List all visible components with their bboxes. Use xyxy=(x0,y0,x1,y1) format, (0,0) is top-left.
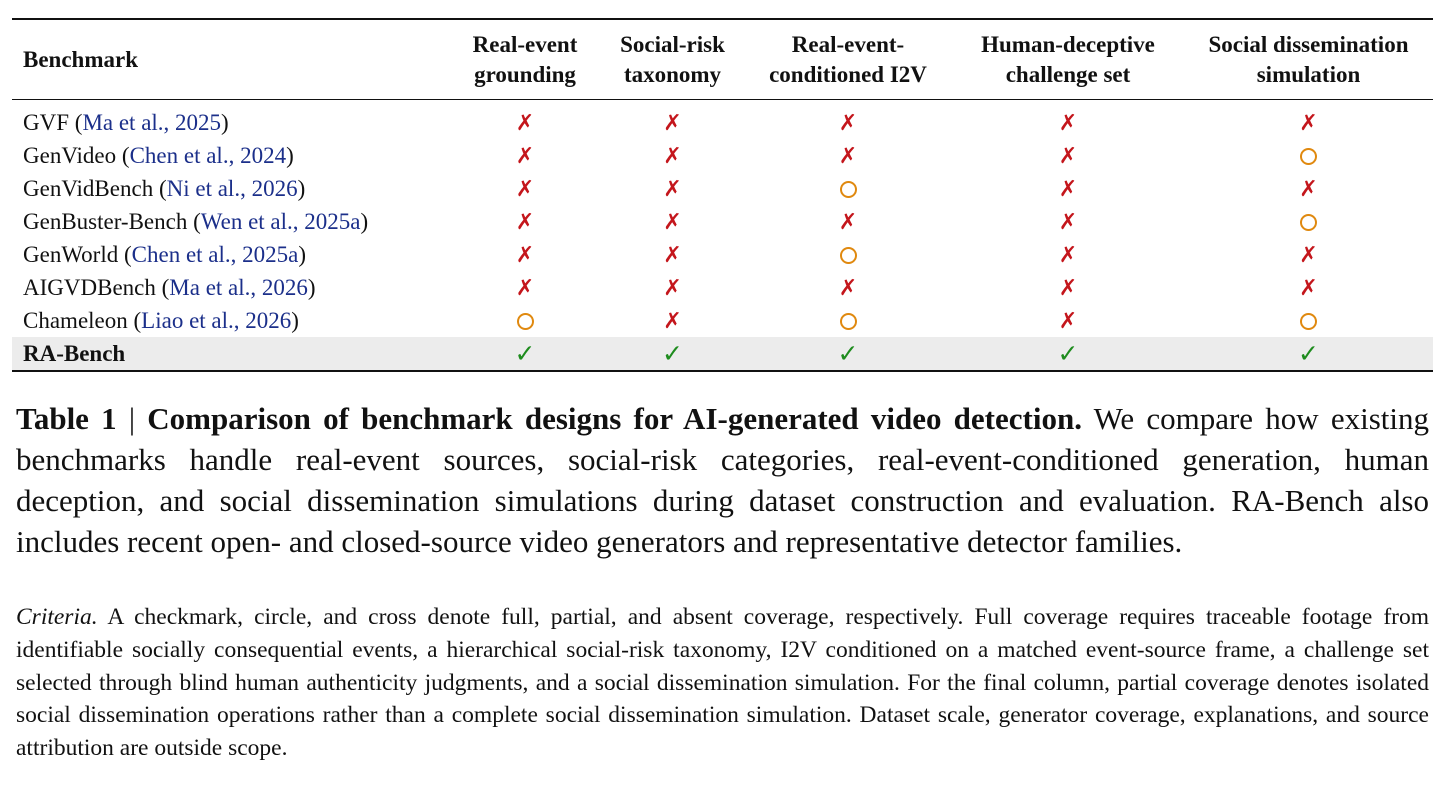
coverage-cell xyxy=(744,238,952,271)
comparison-table xyxy=(12,18,1433,372)
comparison-table-container xyxy=(12,18,1433,372)
table-body xyxy=(12,100,1433,372)
benchmark-cell xyxy=(12,172,449,205)
cross-icon: ✗ xyxy=(1058,241,1078,267)
table-row xyxy=(12,271,1433,304)
coverage-cell xyxy=(449,172,601,205)
citation-open-paren: ( xyxy=(153,175,167,201)
coverage-cell xyxy=(449,238,601,271)
citation-open-paren: ( xyxy=(127,307,142,333)
checkmark-icon: ✓ xyxy=(1057,340,1079,368)
column-header-line: Benchmark xyxy=(23,47,138,72)
column-header-line: Real-event- xyxy=(791,32,905,57)
coverage-cell xyxy=(744,100,952,140)
coverage-cell xyxy=(1184,238,1433,271)
cross-icon: ✗ xyxy=(1058,307,1078,333)
coverage-cell xyxy=(952,100,1184,140)
column-header xyxy=(449,19,601,100)
benchmark-cell xyxy=(12,337,449,371)
criteria-note xyxy=(16,601,1429,765)
partial-circle-icon xyxy=(1300,148,1317,165)
coverage-cell xyxy=(601,205,744,238)
citation-open-paren: ( xyxy=(69,109,83,135)
partial-circle-icon xyxy=(840,247,857,264)
column-header xyxy=(12,19,449,100)
citation-close-paren: ) xyxy=(291,307,299,333)
benchmark-cell xyxy=(12,205,449,238)
cross-icon: ✗ xyxy=(663,241,682,267)
coverage-cell xyxy=(744,337,952,371)
citation-open-paren: ( xyxy=(118,241,132,267)
table-row xyxy=(12,304,1433,337)
cross-icon: ✗ xyxy=(663,307,682,333)
cross-icon: ✗ xyxy=(663,175,682,201)
column-header-line: Real-event xyxy=(472,32,578,57)
coverage-cell xyxy=(744,304,952,337)
coverage-cell xyxy=(449,100,601,140)
checkmark-icon: ✓ xyxy=(1298,340,1319,368)
coverage-cell xyxy=(449,139,601,172)
table-row xyxy=(12,100,1433,140)
benchmark-name: GenBuster-Bench xyxy=(23,208,188,234)
benchmark-name: RA-Bench xyxy=(23,340,126,366)
citation-open-paren: ( xyxy=(187,208,201,234)
column-header-line: Human-deceptive xyxy=(981,32,1155,57)
citation-link[interactable]: Ma et al., 2026 xyxy=(169,274,308,300)
partial-circle-icon xyxy=(840,313,857,330)
cross-icon: ✗ xyxy=(838,208,858,234)
coverage-cell xyxy=(952,238,1184,271)
coverage-cell xyxy=(952,172,1184,205)
coverage-cell xyxy=(601,172,744,205)
coverage-cell xyxy=(601,337,744,371)
checkmark-icon: ✓ xyxy=(662,340,683,368)
citation-close-paren: ) xyxy=(286,142,294,168)
coverage-cell xyxy=(952,271,1184,304)
coverage-cell xyxy=(601,271,744,304)
table-row xyxy=(12,337,1433,371)
cross-icon: ✗ xyxy=(663,274,682,300)
column-header-line: taxonomy xyxy=(623,62,722,87)
coverage-cell xyxy=(744,271,952,304)
criteria-body: A checkmark, circle, and cross denote full, partial, and absent coverage, respectively. Full coverage requires traceable footage from identifiable socially consequential events, a hierarchical social-risk taxonomy, I2V conditioned on a matched event-source frame, a challenge set selected through blind human authenticity judgments, and a social dissemination simulation. For the final column, partial coverage denotes isolated social dissemination operations rather than a complete social dissemination simulation. Dataset scale, generator coverage, explanations, and source attribution are outside scope. xyxy=(16,604,1429,762)
coverage-cell xyxy=(1184,271,1433,304)
benchmark-name: Chameleon xyxy=(23,307,128,333)
cross-icon: ✗ xyxy=(1058,142,1078,168)
coverage-cell xyxy=(601,139,744,172)
table-row xyxy=(12,205,1433,238)
partial-circle-icon xyxy=(517,313,534,330)
cross-icon: ✗ xyxy=(515,175,535,201)
coverage-cell xyxy=(1184,304,1433,337)
coverage-cell xyxy=(449,271,601,304)
column-header-line: challenge set xyxy=(1005,62,1131,87)
citation-close-paren: ) xyxy=(297,175,306,201)
criteria-label: Criteria. xyxy=(16,604,98,630)
cross-icon: ✗ xyxy=(1299,241,1318,267)
caption-title: Comparison of benchmark designs for AI-generated video detection. xyxy=(147,401,1082,436)
coverage-cell xyxy=(952,337,1184,371)
benchmark-name: GVF xyxy=(23,109,70,135)
partial-circle-icon xyxy=(1300,214,1317,231)
cross-icon: ✗ xyxy=(1058,274,1078,300)
coverage-cell xyxy=(449,304,601,337)
benchmark-cell xyxy=(12,304,449,337)
benchmark-cell xyxy=(12,100,449,140)
coverage-cell xyxy=(744,139,952,172)
benchmark-cell xyxy=(12,271,449,304)
cross-icon: ✗ xyxy=(515,208,535,234)
table-header xyxy=(12,19,1433,100)
benchmark-cell xyxy=(12,238,449,271)
column-header xyxy=(744,19,952,100)
benchmark-name: GenVidBench xyxy=(23,175,154,201)
benchmark-name: GenVideo xyxy=(23,142,117,168)
citation-close-paren: ) xyxy=(307,274,316,300)
cross-icon: ✗ xyxy=(515,109,535,135)
coverage-cell xyxy=(449,205,601,238)
column-header-line: Social dissemination xyxy=(1208,32,1409,57)
table-row xyxy=(12,238,1433,271)
partial-circle-icon xyxy=(840,181,857,198)
caption-body: We compare how existing benchmarks handle real-event sources, social-risk categories, real-event-conditioned generation, human deception, and social dissemination simulations during dataset construction and evaluation. RA-Bench also includes recent open- and closed-source video generators and representative detector families. xyxy=(16,401,1429,559)
checkmark-icon: ✓ xyxy=(514,340,536,368)
cross-icon: ✗ xyxy=(1058,208,1078,234)
column-header-line: simulation xyxy=(1256,62,1361,87)
caption-separator: | xyxy=(116,401,148,436)
citation-link[interactable]: Ma et al., 2025 xyxy=(82,109,222,135)
benchmark-cell xyxy=(12,139,449,172)
cross-icon: ✗ xyxy=(838,274,858,300)
coverage-cell xyxy=(1184,205,1433,238)
coverage-cell xyxy=(744,172,952,205)
column-header xyxy=(1184,19,1433,100)
cross-icon: ✗ xyxy=(1299,175,1318,201)
caption-label: Table 1 xyxy=(16,401,117,436)
cross-icon: ✗ xyxy=(663,142,682,168)
citation-open-paren: ( xyxy=(155,274,170,300)
partial-circle-icon xyxy=(1300,313,1317,330)
citation-link[interactable]: Liao et al., 2026 xyxy=(141,307,292,333)
citation-close-paren: ) xyxy=(298,241,307,267)
citation-link[interactable]: Chen et al., 2024 xyxy=(129,142,287,168)
cross-icon: ✗ xyxy=(1299,109,1318,135)
coverage-cell xyxy=(601,100,744,140)
column-header xyxy=(601,19,744,100)
cross-icon: ✗ xyxy=(1058,175,1078,201)
citation-close-paren: ) xyxy=(360,208,369,234)
cross-icon: ✗ xyxy=(515,241,535,267)
cross-icon: ✗ xyxy=(838,142,858,168)
coverage-cell xyxy=(1184,100,1433,140)
citation-link[interactable]: Ni et al., 2026 xyxy=(166,175,298,201)
citation-open-paren: ( xyxy=(116,142,130,168)
coverage-cell xyxy=(1184,172,1433,205)
coverage-cell xyxy=(1184,139,1433,172)
coverage-cell xyxy=(449,337,601,371)
coverage-cell xyxy=(601,238,744,271)
table-caption xyxy=(16,398,1429,562)
coverage-cell xyxy=(952,139,1184,172)
column-header-line: Social-risk xyxy=(620,32,725,57)
cross-icon: ✗ xyxy=(515,274,535,300)
coverage-cell xyxy=(744,205,952,238)
header-row xyxy=(12,19,1433,100)
cross-icon: ✗ xyxy=(838,109,858,135)
cross-icon: ✗ xyxy=(663,208,682,234)
cross-icon: ✗ xyxy=(1058,109,1078,135)
citation-link[interactable]: Wen et al., 2025a xyxy=(200,208,361,234)
checkmark-icon: ✓ xyxy=(837,340,859,368)
cross-icon: ✗ xyxy=(1299,274,1318,300)
citation-close-paren: ) xyxy=(221,109,229,135)
coverage-cell xyxy=(601,304,744,337)
benchmark-name: AIGVDBench xyxy=(23,274,156,300)
column-header-line: grounding xyxy=(474,62,576,87)
cross-icon: ✗ xyxy=(515,142,535,168)
column-header-line: conditioned I2V xyxy=(769,62,927,87)
cross-icon: ✗ xyxy=(663,109,682,135)
coverage-cell xyxy=(952,205,1184,238)
coverage-cell xyxy=(952,304,1184,337)
benchmark-name: GenWorld xyxy=(23,241,119,267)
coverage-cell xyxy=(1184,337,1433,371)
citation-link[interactable]: Chen et al., 2025a xyxy=(131,241,299,267)
column-header xyxy=(952,19,1184,100)
table-row xyxy=(12,139,1433,172)
table-row xyxy=(12,172,1433,205)
